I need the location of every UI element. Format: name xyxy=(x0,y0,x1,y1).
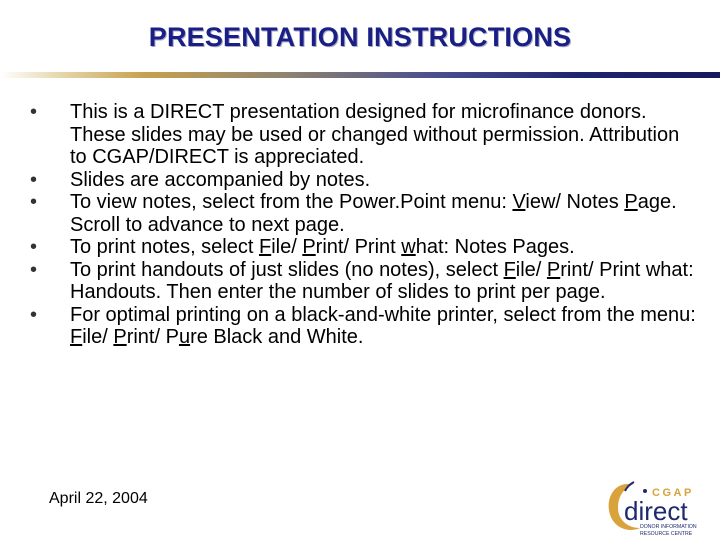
instruction-text-segment: Slides are accompanied by notes. xyxy=(70,168,371,191)
instruction-item xyxy=(30,191,700,236)
instruction-text-segment: re Black and White. xyxy=(190,326,364,348)
instruction-text-segment: For optimal printing on a black-and-white printer, select from the menu: xyxy=(70,303,696,326)
bullet-icon: • xyxy=(30,258,38,281)
instruction-item xyxy=(30,259,700,304)
instruction-text-segment: rint/ Print xyxy=(315,236,402,258)
instruction-text-segment: ile/ xyxy=(515,258,547,281)
slide-title: PRESENTATION INSTRUCTIONS xyxy=(148,22,572,52)
menu-accelerator-letter: u xyxy=(178,326,191,348)
menu-accelerator-letter: P xyxy=(113,326,127,348)
instruction-text-segment: iew/ Notes xyxy=(525,191,625,213)
menu-accelerator-letter: P xyxy=(302,236,316,258)
instruction-text-segment: To view notes, select from the Power.Point menu: xyxy=(70,191,513,213)
footer-date: April 22, 2004 xyxy=(49,490,148,507)
bullet-icon: • xyxy=(30,101,38,123)
menu-accelerator-letter: F xyxy=(258,236,272,258)
instruction-text-segment: To print notes, select xyxy=(70,236,259,258)
instruction-text-segment: To print handouts of just slides (no notes), select xyxy=(70,258,504,281)
logo-donor-text: DONOR INFORMATION xyxy=(640,524,697,530)
bullet-icon: • xyxy=(30,191,38,213)
menu-accelerator-letter: w xyxy=(401,236,416,258)
instruction-list xyxy=(30,101,700,349)
logo-direct-text: direct xyxy=(624,496,688,526)
menu-accelerator-letter: V xyxy=(512,191,526,213)
instruction-item xyxy=(30,169,700,192)
instruction-text-segment: rint/ Print what: Handouts. Then enter the number of slides to print per page. xyxy=(70,258,694,303)
menu-accelerator-letter: F xyxy=(503,258,516,281)
instruction-text xyxy=(70,169,370,191)
instruction-text xyxy=(70,101,679,168)
instruction-item xyxy=(30,236,700,259)
instruction-text-segment: rint/ P xyxy=(126,326,179,348)
instruction-text-segment: This is a DIRECT presentation designed for microfinance donors. These slides may be used or changed without permission. Attribution to CGAP/DIRECT is appreciated. xyxy=(70,101,680,168)
menu-accelerator-letter: P xyxy=(546,258,561,281)
bullet-icon: • xyxy=(30,303,38,326)
instruction-item xyxy=(30,101,700,169)
instruction-text xyxy=(70,304,696,349)
title-divider xyxy=(0,72,720,78)
bullet-icon: • xyxy=(30,236,38,258)
logo-resource-text: RESOURCE CENTRE xyxy=(640,531,693,537)
instruction-text xyxy=(70,236,575,258)
logo-cgap-text: CGAP xyxy=(652,487,694,499)
menu-accelerator-letter: F xyxy=(70,326,83,348)
menu-accelerator-letter: P xyxy=(624,191,638,213)
instruction-text xyxy=(70,259,694,304)
instruction-item xyxy=(30,304,700,349)
instruction-text-segment: ile/ xyxy=(271,236,303,258)
bullet-icon: • xyxy=(30,168,38,191)
instruction-text-segment: hat: Notes Pages. xyxy=(415,236,575,258)
instruction-text xyxy=(70,191,677,236)
cgap-direct-logo xyxy=(600,470,718,538)
instruction-text-segment: ile/ xyxy=(82,326,114,348)
instruction-text-segment: age. Scroll to advance to next page. xyxy=(70,191,677,236)
